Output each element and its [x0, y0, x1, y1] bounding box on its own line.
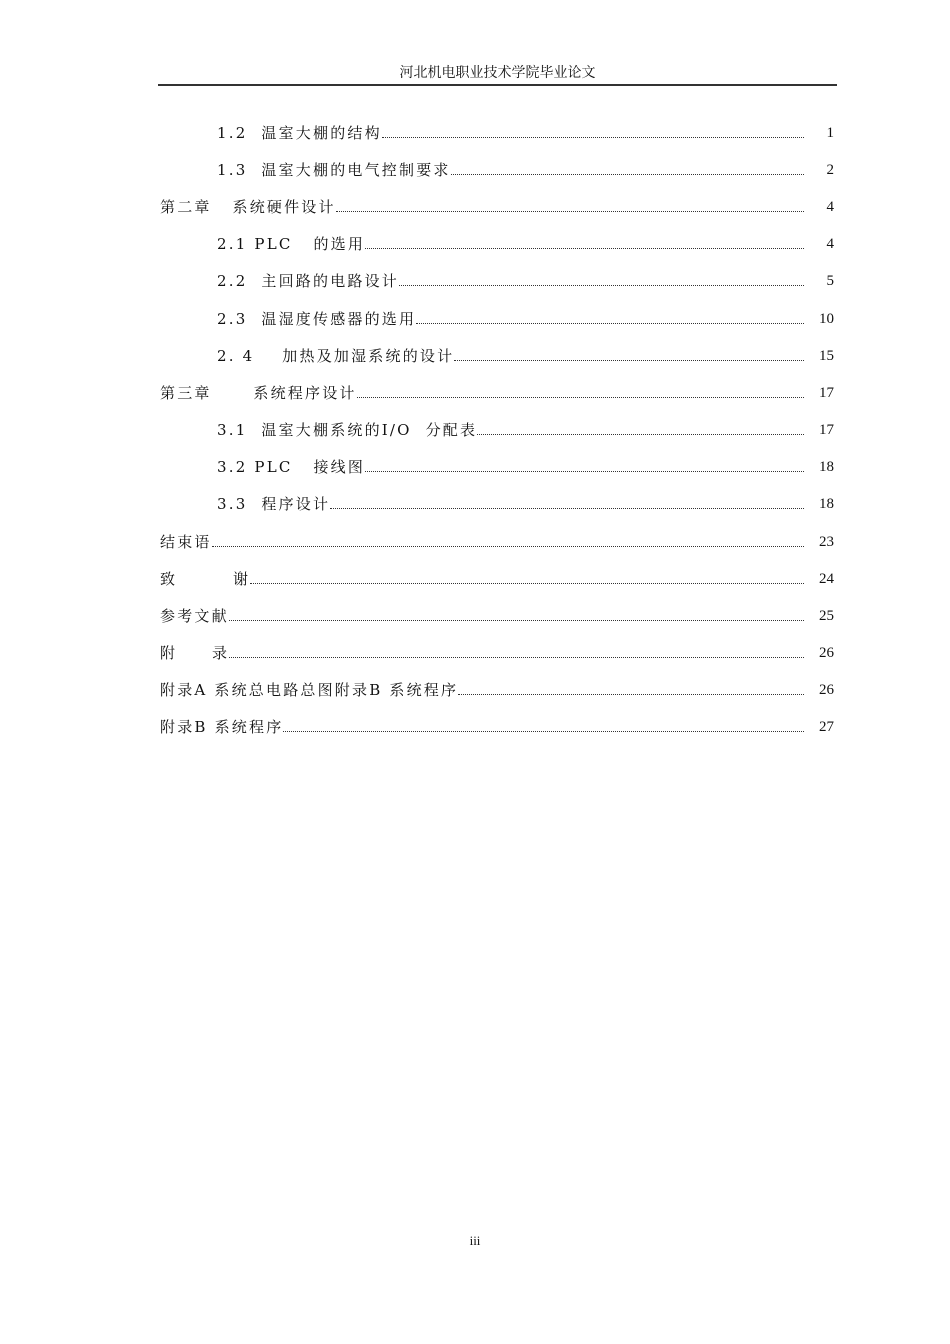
toc-page-number: 27 — [819, 719, 834, 735]
toc-page-number: 17 — [819, 422, 834, 438]
toc-entry-label: 3.1 温室大棚系统的I/O 分配表 — [217, 421, 478, 439]
toc-entry[interactable] — [217, 233, 834, 255]
toc-page-number: 17 — [819, 385, 834, 401]
toc-entry-label: 3.3 程序设计 — [217, 495, 331, 513]
toc-leader — [458, 694, 804, 695]
toc-entry[interactable] — [160, 642, 834, 664]
toc-page-number: 15 — [819, 348, 834, 364]
toc-entry[interactable] — [217, 270, 834, 292]
toc-page-number: 23 — [819, 534, 834, 550]
toc-page-number: 25 — [819, 608, 834, 624]
toc-leader — [382, 137, 804, 138]
toc-entry[interactable] — [217, 419, 834, 441]
toc-leader — [365, 471, 804, 472]
header-rule — [158, 84, 837, 86]
toc-leader — [451, 174, 804, 175]
toc-entry[interactable] — [217, 456, 834, 478]
toc-entry[interactable] — [160, 605, 834, 627]
toc-entry-label: 第二章 系统硬件设计 — [160, 198, 336, 216]
toc-leader — [283, 731, 804, 732]
toc-leader — [229, 620, 804, 621]
page-number-footer: iii — [469, 1233, 481, 1248]
toc-page-number: 2 — [826, 162, 834, 178]
toc-leader — [454, 360, 804, 361]
toc-entry[interactable] — [217, 122, 834, 144]
toc-leader — [336, 211, 804, 212]
toc-page-number: 18 — [819, 459, 834, 475]
toc-entry[interactable] — [217, 308, 834, 330]
toc-entry[interactable] — [160, 382, 834, 404]
toc-entry[interactable] — [217, 345, 834, 367]
toc-page-number: 24 — [819, 571, 834, 587]
toc-entry-label: 1.2 温室大棚的结构 — [217, 124, 382, 142]
toc-entry[interactable] — [160, 196, 834, 218]
toc-entry-label: 参考文献 — [160, 607, 229, 625]
toc-page-number: 1 — [826, 125, 834, 141]
toc-entry[interactable] — [160, 568, 834, 590]
toc-entry-label: 2. 4 加热及加湿系统的设计 — [217, 347, 455, 365]
toc-leader — [399, 285, 804, 286]
toc-entry-label: 附录B 系统程序 — [160, 718, 284, 736]
toc-page-number: 26 — [819, 682, 834, 698]
toc-entry-label: 2.1 PLC 的选用 — [217, 235, 366, 253]
toc-page-number: 4 — [826, 199, 834, 215]
toc-entry[interactable] — [160, 679, 834, 701]
toc-entry[interactable] — [217, 159, 834, 181]
toc-leader — [365, 248, 804, 249]
toc-entry[interactable] — [160, 531, 834, 553]
toc-entry-label: 结束语 — [160, 533, 212, 551]
toc-entry-label: 3.2 PLC 接线图 — [217, 458, 366, 476]
toc-entry-label: 第三章 系统程序设计 — [160, 384, 357, 402]
toc-entry-label: 2.3 温湿度传感器的选用 — [217, 310, 417, 328]
toc-leader — [477, 434, 804, 435]
toc-leader — [250, 583, 804, 584]
toc-leader — [229, 657, 804, 658]
toc-leader — [330, 508, 804, 509]
toc-entry-label: 附 录 — [160, 644, 230, 662]
toc-page-number: 5 — [826, 273, 834, 289]
toc-page-number: 10 — [819, 311, 834, 327]
toc-entry[interactable] — [217, 493, 834, 515]
toc-entry-label: 附录A 系统总电路总图附录B 系统程序 — [160, 681, 459, 699]
toc-entry-label: 致 谢 — [160, 570, 251, 588]
toc-page-number: 18 — [819, 496, 834, 512]
toc-entry-label: 2.2 主回路的电路设计 — [217, 272, 399, 290]
toc-entry-label: 1.3 温室大棚的电气控制要求 — [217, 161, 451, 179]
toc-leader — [212, 546, 804, 547]
toc-entry[interactable] — [160, 716, 834, 738]
running-header: 河北机电职业技术学院毕业论文 — [399, 65, 596, 81]
toc-leader — [416, 323, 804, 324]
toc-leader — [357, 397, 804, 398]
toc-page-number: 26 — [819, 645, 834, 661]
toc-page-number: 4 — [826, 236, 834, 252]
